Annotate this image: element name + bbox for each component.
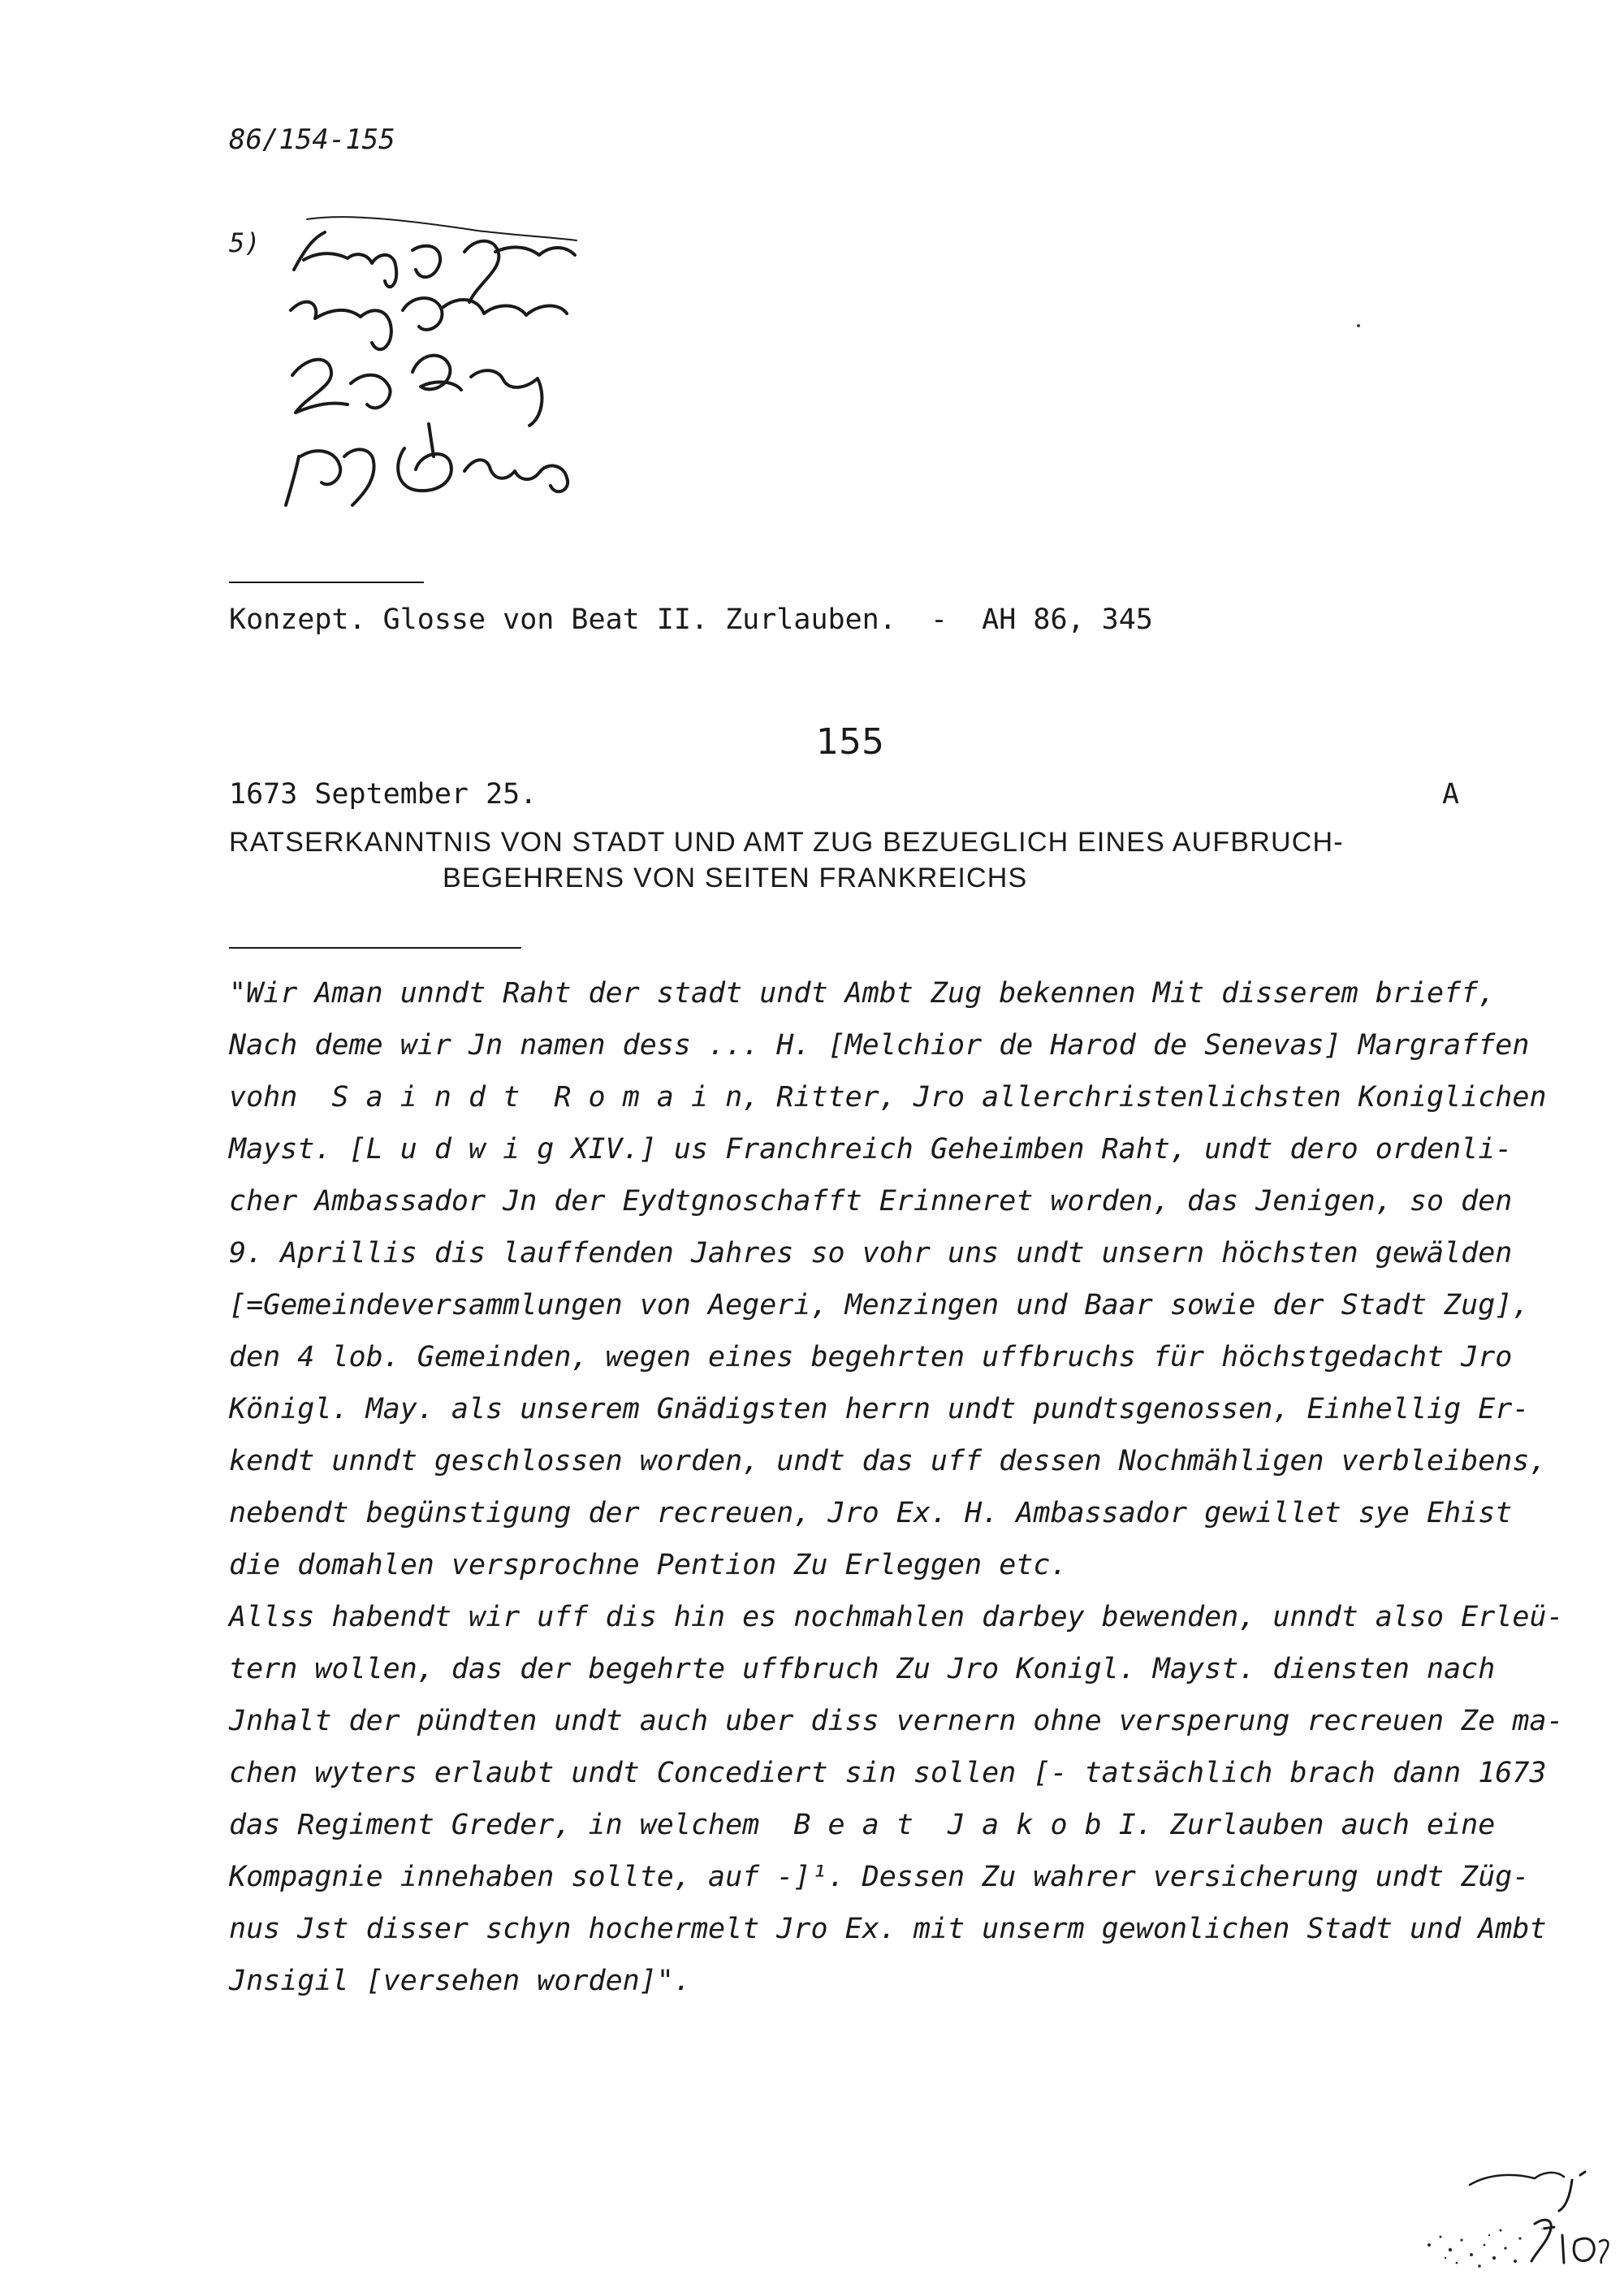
- handwritten-gloss-image: [283, 213, 591, 515]
- body-line: die domahlen versprochne Pention Zu Erleggen etc.: [229, 1549, 1068, 1581]
- body-line: "Wir Aman unndt Raht der stadt undt Ambt Zug bekennen Mit disserem brieff,: [229, 977, 1496, 1010]
- reference-number: 86/154-155: [229, 123, 395, 156]
- note-number: 5): [229, 227, 261, 258]
- body-line: 9. Aprillis dis lauffenden Jahres so vohr uns undt unsern höchsten gewälden: [229, 1237, 1513, 1269]
- document-title-line-1: RATSERKANNTNIS VON STADT UND AMT ZUG BEZUEGLICH EINES AUFBRUCH-: [229, 827, 1344, 858]
- body-line: Jnhalt der pündten undt auch uber diss vernern ohne versperung recreuen Ze ma-: [229, 1705, 1564, 1737]
- source-note: Konzept. Glosse von Beat II. Zurlauben. - AH 86, 345: [229, 603, 1153, 636]
- archive-stamp-mark-label: 510: [1527, 2225, 1544, 2237]
- document-date: 1673 September 25.: [229, 778, 538, 811]
- body-line: Jnsigil [versehen worden]".: [229, 1965, 691, 1997]
- separator-rule: [229, 947, 521, 949]
- body-line: [=Gemeindeversammlungen von Aegeri, Menzingen und Baar sowie der Stadt Zug],: [229, 1289, 1530, 1321]
- stray-dot: [1354, 322, 1363, 330]
- archive-stamp-mark: [1372, 2160, 1616, 2271]
- body-line: den 4 lob. Gemeinden, wegen eines begehrten uffbruchs für höchstgedacht Jro: [229, 1341, 1513, 1373]
- body-line: vohn S a i n d t R o m a i n, Ritter, Jro allerchristenlichsten Koniglichen: [229, 1081, 1547, 1114]
- body-line: chen wyters erlaubt undt Concediert sin sollen [- tatsächlich brach dann 1673: [229, 1757, 1547, 1789]
- body-line: nus Jst disser schyn hochermelt Jro Ex. mit unserm gewonlichen Stadt und Ambt: [229, 1913, 1547, 1945]
- document-title-line-2: BEGEHRENS VON SEITEN FRANKREICHS: [443, 863, 1028, 893]
- document-number: 155: [816, 721, 884, 763]
- body-line: tern wollen, das der begehrte uffbruch Zu Jro Konigl. Mayst. diensten nach: [229, 1653, 1496, 1685]
- stray-mark: [1348, 975, 1397, 1040]
- body-line: Königl. May. als unserem Gnädigsten herrn undt pundtsgenossen, Einhellig Er-: [229, 1393, 1530, 1425]
- document-letter: A: [1442, 778, 1460, 811]
- body-line: Allss habendt wir uff dis hin es nochmahlen darbey bewenden, unndt also Erleü-: [229, 1601, 1564, 1633]
- body-line: Nach deme wir Jn namen dess ... H. [Melchior de Harod de Senevas] Margraffen: [229, 1029, 1530, 1062]
- separator-rule: [229, 582, 424, 583]
- body-line: das Regiment Greder, in welchem B e a t J a k o b I. Zurlauben auch eine: [229, 1809, 1496, 1841]
- body-line: kendt unndt geschlossen worden, undt das uff dessen Nochmähligen verbleibens,: [229, 1445, 1547, 1477]
- body-line: cher Ambassador Jn der Eydtgnoschafft Erinneret worden, das Jenigen, so den: [229, 1185, 1513, 1218]
- body-line: nebendt begünstigung der recreuen, Jro Ex. H. Ambassador gewillet sye Ehist: [229, 1497, 1513, 1529]
- body-line: Mayst. [L u d w i g XIV.] us Franchreich Geheimben Raht, undt dero ordenli-: [229, 1133, 1513, 1166]
- body-line: Kompagnie innehaben sollte, auf -]¹. Dessen Zu wahrer versicherung undt Züg-: [229, 1861, 1530, 1893]
